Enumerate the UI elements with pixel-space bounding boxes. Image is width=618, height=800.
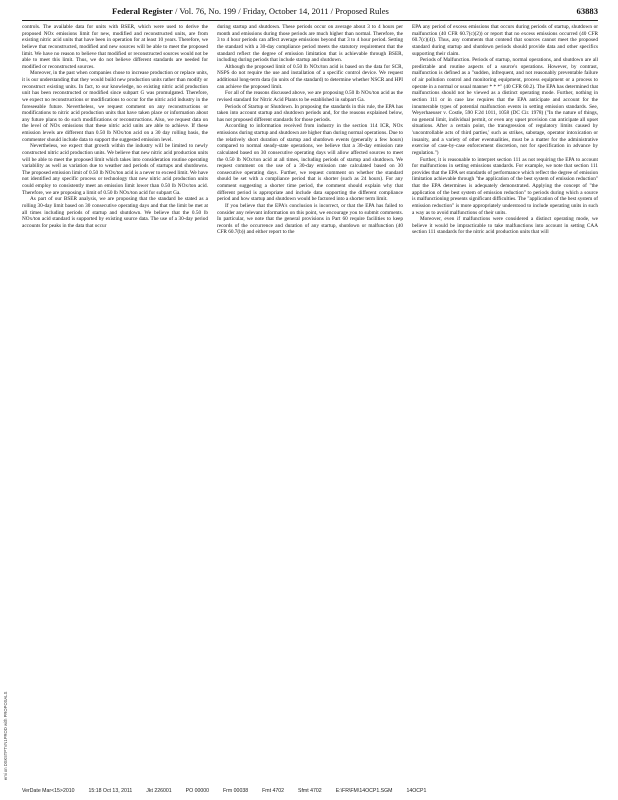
footer-item: 15:18 Oct 13, 2011: [88, 788, 133, 794]
column-1: [22, 24, 208, 784]
footer-item: PO 00000: [185, 788, 210, 794]
paragraph: controls. The available data for units with BSER, which were used to derive the proposed NOx emissions limit for new, modified and reconstructed units, are from existing nitric acid units that have been in operation for at least 10 years. Therefore, we believe that reconstructed, modified and new sources will be able to meet the proposed limit. We have no reason to believe that modified or reconstructed sources would not be able to meet this limit. Thus, we do not believe different standards are needed for modified or reconstructed sources.: [22, 24, 208, 70]
column-3: [412, 24, 598, 784]
paragraph: during startup and shutdown. These periods occur on average about 3 to 4 hours per month and emissions during those periods are much higher than normal. Therefore, the 3 to 4 hour periods can affect average emissions beyond that 3 to 4 hour period. Setting the standard with a 30-day compliance period meets the statutory requirement that the standard reflect the degree of emission limitation that is achievable through BSER, including during periods that include startup and shutdown.: [217, 24, 403, 64]
page-header: [22, 4, 598, 21]
paragraph: Periods of Malfunction. Periods of startup, normal operations, and shutdown are all predictable and routine aspects of a source's operations. However, by contrast, malfunction is defined as a "sudden, infrequent, and not reasonably preventable failure of air pollution control and monitoring equipment, process equipment or a process to operate in a normal or usual manner * * *" (40 CFR 60.2). The EPA has determined that malfunctions should not be viewed as a distinct operating mode. Further, nothing in section 111 or in case law requires that the EPA anticipate and account for the innumerable types of potential malfunction events in setting emission standards. See, Weyerhaeuser v. Costle, 590 F.2d 1011, 1058 (DC Cir. 1978) ("In the nature of things, no general limit, individual permit, or even any upset provision can anticipate all upset situations. After a certain point, the transgression of regulatory limits caused by 'uncontrollable acts of third parties,' such as strikes, sabotage, operator intoxication or insanity, and a variety of other eventualities, must be a matter for the administrative exercise of case-by-case enforcement discretion, not for specification in advance by regulation."): [412, 57, 598, 156]
header-publication: Federal Register: [112, 6, 173, 16]
body-columns: [22, 24, 598, 784]
footer-item: E:\FR\FM\14OCP1.SGM: [335, 788, 393, 794]
paragraph: EPA any period of excess emissions that occurs during periods of startup, shutdown or malfunction (40 CFR 60.7(c)(2)) or report that no excess emissions occurred (40 CFR 60.7(c)(4)). Thus, any comments that contend that sources cannot meet the proposed standard during startup and shutdown periods should provide data and other specifics supporting their claim.: [412, 24, 598, 57]
column-2: [217, 24, 403, 784]
footer-item: 14OCP1: [406, 788, 427, 794]
paragraph: Moreover, even if malfunctions were considered a distinct operating mode, we believe it would be impracticable to take malfunctions into account in setting CAA section 111 standards for the nitric acid production units that will: [412, 216, 598, 236]
footer-item: VerDate Mar<15>2010: [22, 788, 75, 794]
paragraph: Nevertheless, we expect that growth within the industry will be limited to newly constructed nitric acid production units. We believe that new nitric acid production units will be able to meet the proposed limit which takes into consideration routine operating variability as well as variation due to weather and periods of startups and shutdowns. The proposed emission limit of 0.50 lb NOx/ton acid is a never to exceed limit. We have not identified any specific process or technology that new nitric acid production units could employ to consistently meet an emission limit lower than 0.50 lb NOx/ton acid. Therefore, we are proposing a limit of 0.50 lb NOx/ton acid for subpart Ga.: [22, 143, 208, 196]
paragraph: If you believe that the EPA's conclusion is incorrect, or that the EPA has failed to consider any relevant information on this point, we encourage you to submit comments. In particular, we note that the general provisions in Part 60 require facilities to keep records of the occurrence and duration of any startup, shutdown or malfunction (40 CFR 60.7(b)) and either report to the: [217, 202, 403, 236]
paragraph: Further, it is reasonable to interpret section 111 as not requiring the EPA to account for malfunctions in setting emissions standards. For example, we note that section 111 provides that the EPA set standards of performance which reflect the degree of emission limitation achievable through "the application of the best system of emission reduction" that the EPA determines is adequately demonstrated. Applying the concept of "the application of the best system of emission reduction" to periods during which a source is malfunctioning presents significant difficulties. The "application of the best system of emission reduction" is more appropriately understood to include operating units in such a way as to avoid malfunctions of their units.: [412, 156, 598, 216]
footer-item: Fmt 4702: [262, 788, 285, 794]
page-footer: [22, 788, 598, 797]
footer-item: Sfmt 4702: [298, 788, 322, 794]
header-meta: / Vol. 76, No. 199 / Friday, October 14, 2011 / Proposed Rules: [172, 6, 389, 16]
paragraph: Although the proposed limit of 0.50 lb NOx/ton acid is based on the data for SCR, NSPS do not require the use and installation of a specific control device. We request additional long-term data (in units of the standard) to determine whether NSCR and HPI can achieve the proposed limit.: [217, 63, 403, 90]
footer-item: Frm 00038: [223, 788, 249, 794]
header-citation: [112, 4, 389, 19]
paragraph: Moreover, in the past when companies chose to increase production or replace units, it is our understanding that they would build new production units rather than modify or reconstruct existing units. In fact, to our knowledge, no existing nitric acid production unit has been reconstructed or modified since subpart G was promulgated. Therefore, we expect no reconstructions or modifications to occur for the nitric acid industry in the foreseeable future. Nevertheless, we request comment on any reconstructions or modifications to nitric acid production units that have taken place or information about any future plans to do such modifications or reconstructions. Also, we request data on the level of NOx emissions that these nitric acid units are able to achieve. If these emission levels are different than 0.50 lb NOx/ton acid on a 30 day rolling basis, the commenter should include data to support the suggested emission level.: [22, 70, 208, 143]
paragraph: As part of our BSER analysis, we are proposing that the standard be stated as a rolling 30-day limit based on 30 consecutive operating days and that the limit be met at all times including periods of startup and shutdown. We believe that the 0.50 lb NOx/ton acid standard is supported by existing source data. The use of a 30-day period accounts for peaks in the data that occur: [22, 196, 208, 229]
paragraph: Periods of Startup or Shutdown. In proposing the standards in this rule, the EPA has taken into account startup and shutdown periods and, for the reasons explained below, has not proposed different standards for those periods.: [217, 103, 403, 123]
paragraph: According to information received from industry in the section 114 ICR, NOx emissions during startup and shutdown are higher than during normal operations. Due to the relatively short duration of startup and shutdown events (generally a few hours) compared to normal steady-state operations, we believe that a 30-day emission rate calculated based on 30 consecutive operating days will allow affected sources to meet the 0.50 lb NOx/ton acid at all times, including periods of startup and shutdown. We request comment on the use of a 30-day emission rate calculated based on 30 consecutive operating days. Further, we request comment on whether the standard should be set with a compliance period that is shorter (such as 24 hours). For any comment suggesting a shorter time period, the comment should explain why that different period is appropriate and include data supporting the different compliance period and how startup and shutdown would be factored into a shorter term limit.: [217, 123, 403, 203]
header-page-number: 63883: [576, 6, 598, 16]
footer-item: Jkt 226001: [146, 788, 172, 794]
paragraph: For all of the reasons discussed above, we are proposing 0.50 lb NOx/ton acid as the revised standard for Nitric Acid Plants to be established in subpart Ga.: [217, 90, 403, 103]
side-note: emi on DSK5TPTVN1PROD with PROPOSALS: [3, 691, 8, 780]
